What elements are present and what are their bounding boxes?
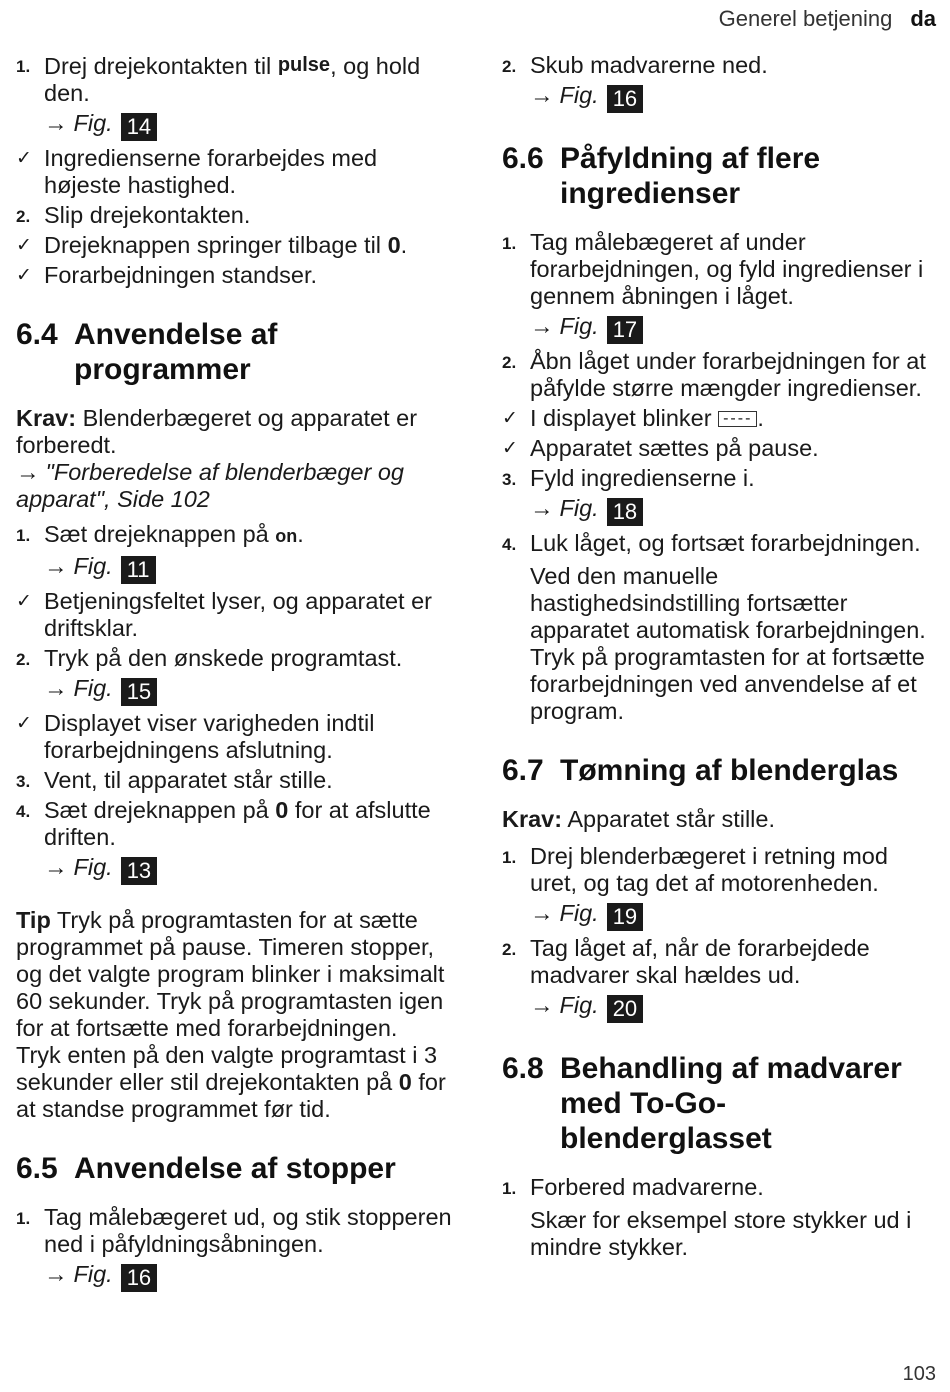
fig-number-badge: 16 — [607, 85, 643, 113]
check-icon: ✓ — [502, 408, 518, 429]
fig-number-badge: 19 — [607, 903, 643, 931]
result-line: ✓ Drejeknappen springer tilbage til 0. — [16, 232, 408, 258]
step-4: 4. Sæt drejeknappen på 0 for at afslutte driften. — [16, 797, 431, 850]
result-line: ✓ Ingredienserne forarbejdes med højeste hastighed. — [16, 145, 378, 198]
pulse-label: pulse — [277, 54, 331, 76]
step-2: 2. Åbn låget under forarbejdningen for at påfylde større mængder ingredienser. — [502, 348, 926, 401]
result-line: ✓ Betjeningsfeltet lyser, og apparatet er driftsklar. — [16, 588, 432, 641]
arrow-icon: → — [530, 495, 554, 521]
step-1: 1. Tag målebægeret af under forarbejdningen, og fyld ingredienser i gennem åbningen i låget. — [502, 229, 924, 309]
check-icon: ✓ — [16, 265, 32, 286]
right-column — [502, 52, 934, 1265]
result-line: ✓ I displayet blinker ---- . — [502, 405, 764, 431]
tip-paragraph: Tip Tryk på programtasten for at sætte programmet på pause. Timeren stopper, og det valgte program blinker i maksimalt 60 sekunder. Tryk på programtasten igen for at fortsætte med forarbejdningen. — [16, 907, 445, 1041]
step-4: 4. Luk låget, og fortsæt forarbejdningen. — [502, 530, 921, 556]
fig-number-badge: 15 — [121, 678, 157, 706]
result-line: ✓ Displayet viser varigheden indtil forarbejdningens afslutning. — [16, 710, 375, 763]
fig-reference: → Fig. 16 — [16, 1261, 456, 1292]
fig-number-badge: 16 — [121, 1264, 157, 1292]
fig-reference: → Fig. 20 — [502, 992, 934, 1023]
check-icon: ✓ — [16, 148, 32, 169]
tip-paragraph-2: Tryk enten på den valgte programtast i 3 sekunder eller stil drejekontakten på 0 for at standse programmet før tid. — [16, 1042, 446, 1122]
section-heading-6-8: 6.8 Behandling af madvarer med To-Go-blenderglasset — [502, 1052, 902, 1155]
step-2: 2. Skub madvarerne ned. — [502, 52, 768, 78]
note: Ved den manuelle hastighedsindstilling fortsætter apparatet automatisk forarbejdningen. — [530, 563, 926, 643]
section-heading-6-7: 6.7 Tømning af blenderglas — [502, 754, 899, 787]
arrow-icon: → — [44, 1261, 68, 1287]
fig-reference: → Fig. 16 — [502, 82, 934, 113]
step-3: 3. Vent, til apparatet står stille. — [16, 767, 333, 793]
step-2: 2. Slip drejekontakten. — [16, 202, 251, 228]
fig-number-badge: 18 — [607, 498, 643, 526]
arrow-icon: → — [16, 459, 40, 485]
step-1: 1. Tag målebægeret ud, og stik stopperen ned i påfyldningsåbningen. — [16, 1204, 452, 1257]
arrow-icon: → — [530, 900, 554, 926]
section-heading-6-5: 6.5 Anvendelse af stopper — [16, 1152, 396, 1185]
step-1: 1. Drej blenderbægeret i retning mod uret, og tag det af motorenheden. — [502, 843, 888, 896]
arrow-icon: → — [44, 675, 68, 701]
step-3: 3. Fyld ingredienserne i. — [502, 465, 755, 491]
step-number: 1. — [16, 57, 31, 76]
left-column — [16, 52, 456, 1296]
arrow-icon: → — [44, 854, 68, 880]
arrow-icon: → — [530, 82, 554, 108]
fig-reference: → Fig. 15 — [16, 675, 456, 706]
check-icon: ✓ — [502, 438, 518, 459]
fig-number-badge: 20 — [607, 995, 643, 1023]
fig-number-badge: 14 — [121, 113, 157, 141]
fig-number-badge: 11 — [121, 556, 156, 584]
step-1: 1. Forbered madvarerne. — [502, 1174, 764, 1200]
cross-reference: → "Forberedelse af blenderbæger og apparat", Side 102 — [16, 459, 404, 512]
page-header — [719, 6, 936, 32]
requirement: Krav: Apparatet står stille. — [502, 806, 776, 832]
result-line: ✓ Forarbejdningen standser. — [16, 262, 318, 288]
page-number: 103 — [902, 1363, 936, 1385]
fig-number-badge: 17 — [607, 316, 643, 344]
section-heading-6-4: 6.4 Anvendelse af programmer — [16, 318, 278, 386]
fig-reference: → Fig. 19 — [502, 900, 934, 931]
display-dashes: ---- — [718, 411, 757, 427]
arrow-icon: → — [44, 110, 68, 136]
step-1: 1. Sæt drejeknappen på on. — [16, 521, 304, 547]
check-icon: ✓ — [16, 591, 32, 612]
step-2: 2. Tag låget af, når de forarbejdede madvarer skal hældes ud. — [502, 935, 870, 988]
check-icon: ✓ — [16, 713, 32, 734]
arrow-icon: → — [530, 313, 554, 339]
tip-label: Tip — [16, 907, 51, 933]
arrow-icon: → — [44, 553, 68, 579]
language-code: da — [910, 6, 936, 31]
step-1: 1. Drej drejekontakten til pulse, og hold den. — [16, 53, 421, 106]
fig-reference: → Fig. 11 — [16, 553, 456, 584]
requirement: Krav: Blenderbægeret og apparatet er forberedt. — [16, 405, 418, 458]
fig-reference: → Fig. 17 — [502, 313, 934, 344]
fig-reference: → Fig. 13 — [16, 854, 456, 885]
arrow-icon: → — [530, 992, 554, 1018]
fig-reference: → Fig. 14 — [16, 110, 456, 141]
check-icon: ✓ — [16, 235, 32, 256]
step-2: 2. Tryk på den ønskede programtast. — [16, 645, 403, 671]
result-line: ✓ Apparatet sættes på pause. — [502, 435, 819, 461]
section-heading-6-6: 6.6 Påfyldning af flere ingredienser — [502, 142, 821, 210]
note: Skær for eksempel store stykker ud i mindre stykker. — [530, 1207, 912, 1260]
fig-number-badge: 13 — [121, 857, 157, 885]
fig-reference: → Fig. 18 — [502, 495, 934, 526]
note: Tryk på programtasten for at fortsætte forarbejdningen ved anvendelse af et program. — [530, 644, 925, 724]
header-section-title: Generel betjening — [718, 6, 893, 31]
